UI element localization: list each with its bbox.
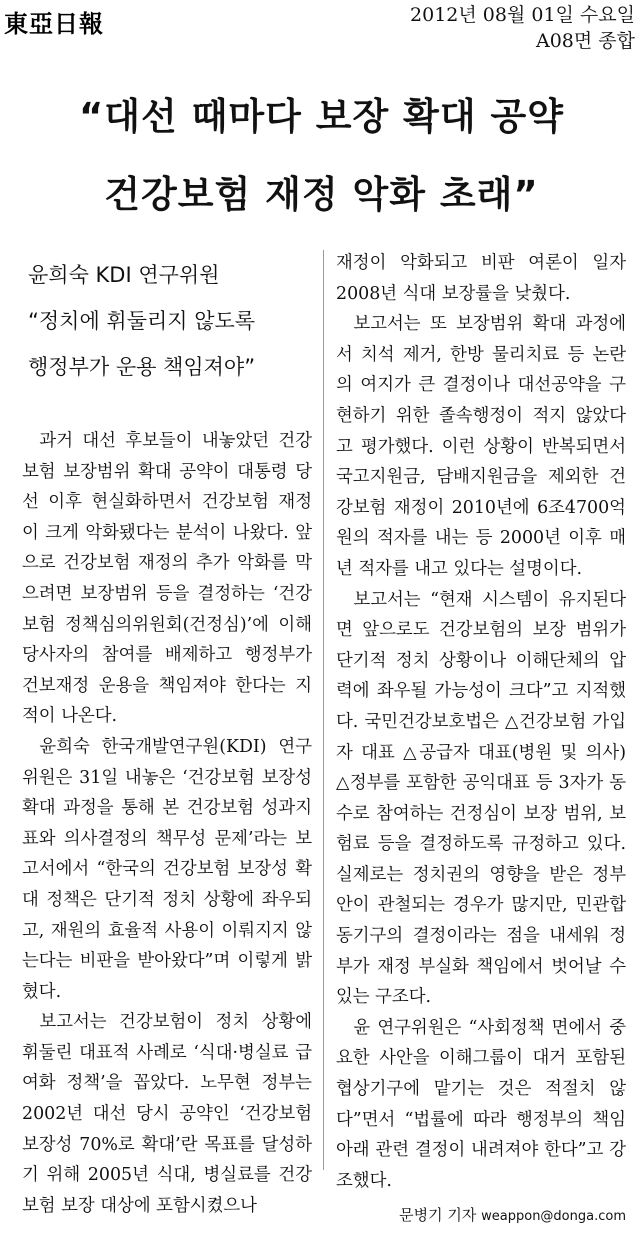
reporter-email: weappon@donga.com [481, 1209, 626, 1225]
article-paragraph: 보고서는 건강보험이 정치 상황에 휘둘린 대표적 사례로 ‘식대·병실료 급여화 정책’을 꼽았다. 노무현 정부는 2002년 대선 당시 공약인 ‘건강보험 보장성 70%로 확대’란 목표를 달성하기 위해 2005년 식대, 병실료를 건강보험 보장 대상에 포함시켰으나 [22, 1012, 312, 1216]
dateline [410, 2, 635, 54]
page-section: A08면 종합 [536, 30, 635, 52]
subheadline-line-2: “정치에 휘둘리지 않도록 [28, 309, 256, 333]
article-paragraph: 보고서는 또 보장범위 확대 과정에서 치석 제거, 한방 물리치료 등 논란의 여지가 큰 결정이나 대선공약을 구현하기 위한 졸속행정이 적지 않았다고 평가했다. 이런 상황이 반복되면서 국고지원금, 담배지원금을 제외한 건강보험 재정이 2010년에 6조4700억원의 적자를 내는 등 2000년 이후 매년 적자를 내고 있다는 설명이다. [336, 314, 626, 579]
article-column-left [22, 252, 312, 1221]
reporter-name: 문병기 기자 [399, 1206, 477, 1225]
column-divider [323, 250, 324, 1170]
issue-date: 2012년 08월 01일 수요일 [410, 4, 635, 26]
byline [336, 1200, 626, 1233]
subheadline-line-3: 행정부가 운용 책임져야” [28, 355, 256, 379]
subheadline-line-1: 윤희숙 KDI 연구위원 [28, 263, 220, 287]
article-column-right [336, 248, 626, 1233]
article-paragraph: 윤희숙 한국개발연구원(KDI) 연구위원은 31일 내놓은 ‘건강보험 보장성 확대 과정을 통해 본 건강보험 성과지표와 의사결정의 책무성 문제’라는 보고서에서 “한국의 건강보험 보장성 확대 정책은 단기적 정치 상황에 좌우되고, 재원의 효율적 사용이 이뤄지지 않는다는 비판을 받아왔다”며 이렇게 밝혔다. [22, 736, 312, 1002]
newspaper-logo: 東亞日報 [4, 10, 104, 38]
article-paragraph: 과거 대선 후보들이 내놓았던 건강보험 보장범위 확대 공약이 대통령 당선 이후 현실화하면서 건강보험 재정이 크게 악화됐다는 분석이 나왔다. 앞으로 건강보험 재정의 추가 악화를 막으려면 보장범위 등을 결정하는 ‘건강보험 정책심의위원회(건정심)’에 이해 당사자의 참여를 배제하고 행정부가 건보재정 운용을 책임져야 한다는 지적이 나온다. [22, 431, 312, 727]
headline-line-1: “대선 때마다 보장 확대 공약 [78, 95, 564, 138]
subheadline [28, 252, 312, 390]
subheadline-spacer [22, 390, 312, 426]
headline-line-2: 건강보험 재정 악화 초래” [104, 173, 539, 216]
headline [0, 78, 643, 234]
article-paragraph: 보고서는 “현재 시스템이 유지된다면 앞으로도 건강보험의 보장 범위가 단기적 정치 상황이나 이해단체의 압력에 좌우될 가능성이 크다”고 지적했다. 국민건강보호법은 △건강보험 가입자 대표 △공급자 대표(병원 및 의사) △정부를 포함한 공익대표 등 3자가 동수로 참여하는 건정심이 보장 범위, 보험료 등을 결정하도록 규정하고 있다. 실제로는 정치권의 영향을 받은 정부안이 관철되는 경우가 많지만, 민관합동기구의 결정이라는 점을 내세워 정부가 재정 부실화 책임에서 벗어날 수 있는 구조다. [336, 589, 626, 1008]
article-paragraph: 재정이 악화되고 비판 여론이 일자 2008년 식대 보장률을 낮췄다. [336, 253, 626, 304]
article-paragraph: 윤 연구위원은 “사회정책 면에서 중요한 사안을 이해그룹이 대거 포함된 협상기구에 맡기는 것은 적절치 않다”면서 “법률에 따라 행정부의 책임 아래 관련 결정이 내려져야 한다”고 강조했다. [336, 1017, 626, 1191]
masthead [0, 0, 643, 60]
